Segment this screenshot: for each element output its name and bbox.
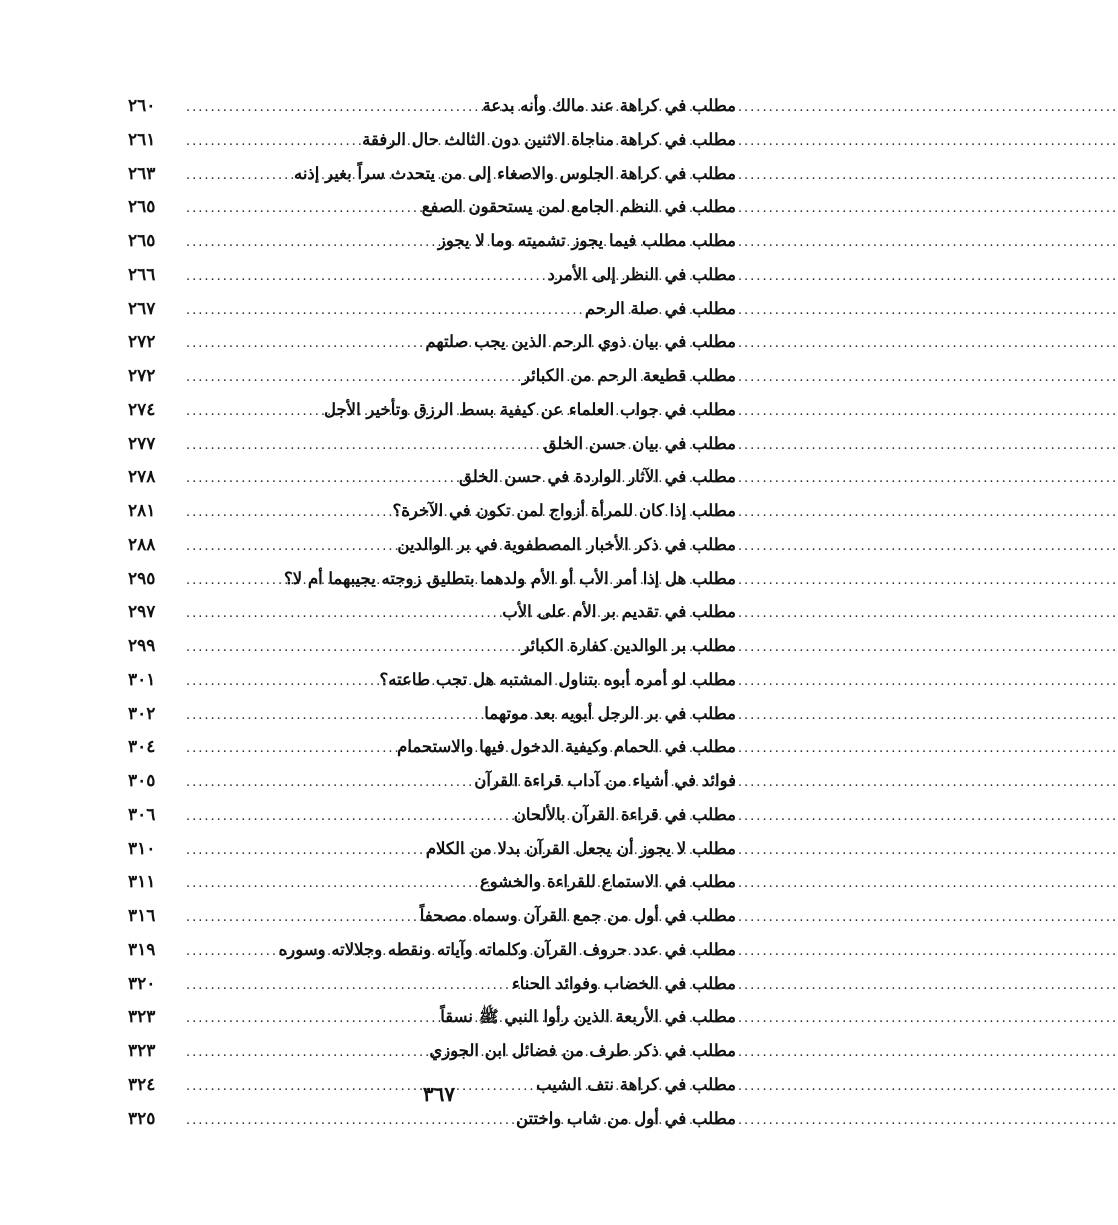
- toc-entry-title: مطلب في كراهة الجلوس والاصغاء إلى من يتحدث سراً بغير إذنه: [293, 163, 736, 183]
- page-number: ٣٦٧: [422, 1082, 456, 1106]
- toc-entry-page: ٣٠٢: [128, 703, 156, 724]
- toc-entry-title: مطلب مطلب فيما يجوز تشميته وما لا يجوز: [437, 231, 736, 250]
- dot-leader: [186, 429, 538, 463]
- toc-entry-title: مطلب بر الوالدين كفارة الكبائر: [521, 636, 736, 655]
- toc-entry-title: مطلب في عدد حروف القرآن وكلماته وآياته ونقطه وجلالاته وسوره: [278, 939, 736, 959]
- toc-entry-title: مطلب في الاستماع للقراءة والخشوع: [479, 872, 736, 892]
- toc-entry-title: مطلب هل إذا أمر الأب أو الأم ولدهما بتطليق زوجته يجيبهما أم لا؟: [283, 568, 736, 588]
- toc-entry-title: مطلب في بيان ذوي الرحم الذين يجب صلتهم: [425, 332, 736, 352]
- toc-entry-page: ٣١١: [128, 872, 156, 893]
- toc-entry-page: ٢٩٧: [128, 602, 156, 623]
- toc-entry: [128, 157, 736, 191]
- dot-leader: [186, 159, 288, 193]
- toc-entry: [128, 764, 736, 798]
- dot-leader: [186, 665, 374, 699]
- toc-entry-title: مطلب في الخضاب وفوائد الحناء: [511, 973, 736, 993]
- toc-entry: [128, 359, 736, 393]
- toc-entry: [128, 89, 736, 123]
- toc-entry-page: ٣٢٣: [128, 1007, 156, 1028]
- toc-entry-title: مطلب في جواب العلماء عن كيفية بسط الرزق وتأخير الأجل: [323, 399, 736, 419]
- dot-leader: [186, 260, 541, 294]
- toc-entry: [128, 528, 736, 562]
- toc-entry: [128, 258, 736, 292]
- toc-entry-page: ٣٢٥: [128, 1108, 156, 1129]
- toc-entry-page: ٢٦١: [128, 129, 156, 150]
- toc-entry-page: ٣١٩: [128, 939, 156, 960]
- dot-leader: [186, 192, 416, 226]
- toc-entry-title: مطلب في صلة الرحم: [584, 298, 736, 318]
- toc-entry-page: ٣٢٤: [128, 1074, 156, 1095]
- dot-leader: [186, 597, 496, 631]
- dot-leader: [186, 732, 391, 766]
- toc-entry: [128, 460, 736, 494]
- dot-leader: [186, 867, 474, 901]
- toc-entry-title: مطلب في قراءة القرآن بالألحان: [513, 804, 736, 824]
- table-of-contents: [128, 89, 736, 1135]
- toc-entry-page: ٢٩٥: [128, 568, 156, 589]
- toc-entry-page: ٣٠٤: [128, 737, 156, 758]
- toc-entry-title: مطلب في ذكر الأخبار المصطفوية في بر الوالدين: [397, 534, 736, 554]
- toc-entry: [128, 1034, 736, 1068]
- toc-entry-page: ٢٧٤: [128, 399, 156, 420]
- dot-leader: [186, 1002, 434, 1036]
- toc-entry-title: مطلب في النظم الجامع لمن يستحقون الصفع: [421, 197, 736, 217]
- toc-entry-title: مطلب في كراهة نتف الشيب: [536, 1074, 736, 1094]
- toc-entry: [128, 1102, 736, 1136]
- toc-entry-title: مطلب في الأربعة الذين رأوا النبي ﷺ نسقاً: [440, 1007, 736, 1027]
- dot-leader: [186, 766, 468, 800]
- toc-entry: [128, 1000, 736, 1034]
- toc-entry-title: مطلب في بر الرجل أبويه بعد موتهما: [484, 703, 736, 723]
- toc-entry: [128, 663, 736, 697]
- dot-leader: [186, 361, 516, 395]
- toc-entry-title: مطلب لو أمره أبوه بتناول المشتبه هل تجب طاعته؟: [379, 669, 736, 689]
- toc-entry: [128, 224, 736, 258]
- toc-entry-page: ٣٠٥: [128, 771, 156, 791]
- toc-entry: [128, 325, 736, 359]
- dot-leader: [186, 91, 477, 125]
- toc-entry: [128, 427, 736, 461]
- toc-entry-page: ٢٦٦: [128, 264, 156, 285]
- toc-entry-page: ٢٦٣: [128, 163, 156, 184]
- dot-leader: [186, 294, 579, 328]
- dot-leader: [186, 834, 420, 868]
- toc-entry-page: ٣٠١: [128, 669, 156, 690]
- toc-entry-page: ٣١٠: [128, 838, 156, 859]
- dot-leader: [186, 462, 453, 496]
- dot-leader: [186, 496, 387, 530]
- toc-entry-title: مطلب في ذكر طرف من فضائل ابن الجوزي: [429, 1041, 736, 1060]
- toc-entry-page: ٢٧٢: [128, 366, 156, 386]
- toc-entry: [128, 899, 736, 933]
- toc-entry-title: مطلب إذا كان للمرأة أزواج لمن تكون في الآخرة؟: [392, 501, 736, 520]
- toc-entry-title: مطلب في تقديم بر الأم على الأب: [502, 602, 736, 622]
- dot-leader: [186, 1036, 423, 1070]
- toc-entry-page: ٢٦٥: [128, 197, 156, 218]
- toc-entry-page: ٢٦٥: [128, 231, 156, 251]
- toc-entry: [128, 832, 736, 866]
- toc-entry: [128, 798, 736, 832]
- toc-entry-title: مطلب في بيان حسن الخلق: [543, 433, 736, 453]
- toc-entry: [128, 190, 736, 224]
- toc-entry-page: ٣٠٦: [128, 804, 156, 825]
- toc-entry-page: ٢٨٨: [128, 534, 156, 555]
- dot-leader: [186, 969, 506, 1003]
- toc-entry: [128, 494, 736, 528]
- dot-leader: [186, 226, 432, 260]
- toc-entry-title: مطلب لا يجوز أن يجعل القرآن بدلا من الكلام: [425, 838, 736, 858]
- toc-entry: [128, 292, 736, 326]
- toc-entry-title: مطلب في النظر إلى الأمرد: [547, 264, 736, 284]
- toc-entry-page: ٢٦٧: [128, 298, 156, 319]
- dot-leader: [186, 125, 356, 159]
- toc-entry-title: مطلب في كراهة مناجاة الاثنين دون الثالث حال الرفقة: [362, 129, 736, 149]
- toc-entry: [128, 562, 736, 596]
- dot-leader: [186, 395, 318, 429]
- toc-entry-title: مطلب في الآثار الواردة في حسن الخلق: [458, 467, 736, 487]
- toc-entry-title: مطلب قطيعة الرحم من الكبائر: [522, 366, 736, 385]
- toc-entry: [128, 865, 736, 899]
- dot-leader: [186, 530, 391, 564]
- toc-entry-title: مطلب في كراهة عند مالك وأنه بدعة: [482, 96, 736, 115]
- toc-entry: [128, 730, 736, 764]
- dot-leader: [186, 699, 478, 733]
- toc-entry-title: مطلب في أول من شاب واختتن: [516, 1108, 736, 1128]
- dot-leader: [186, 935, 273, 969]
- dot-leader: [186, 564, 278, 598]
- dot-leader: [186, 901, 414, 935]
- toc-entry-title: فوائد في أشياء من آداب قراءة القرآن: [474, 771, 736, 790]
- toc-entry: [128, 123, 736, 157]
- dot-leader: [186, 800, 508, 834]
- toc-entry-title: مطلب في الحمام وكيفية الدخول فيها والاستحمام: [397, 737, 736, 757]
- toc-entry: [128, 629, 736, 663]
- dot-leader: [186, 327, 419, 361]
- toc-entry: [128, 933, 736, 967]
- toc-entry-page: ٢٧٢: [128, 332, 156, 353]
- dot-leader: [186, 1104, 510, 1138]
- toc-entry-page: ٣٢٠: [128, 973, 156, 994]
- toc-entry: [128, 595, 736, 629]
- toc-entry-page: ٣١٦: [128, 906, 156, 926]
- toc-entry: [128, 697, 736, 731]
- toc-entry-page: ٢٧٧: [128, 433, 156, 454]
- toc-entry-title: مطلب في أول من جمع القرآن وسماه مصحفاً: [419, 906, 736, 925]
- toc-entry-page: ٢٧٨: [128, 467, 156, 488]
- dot-leader: [186, 631, 515, 665]
- toc-entry-page: ٢٦٠: [128, 96, 156, 116]
- toc-entry: [128, 967, 736, 1001]
- toc-entry: [128, 393, 736, 427]
- toc-entry-page: ٢٨١: [128, 501, 156, 521]
- toc-entry-page: ٢٩٩: [128, 636, 156, 656]
- toc-entry-page: ٣٢٣: [128, 1041, 156, 1061]
